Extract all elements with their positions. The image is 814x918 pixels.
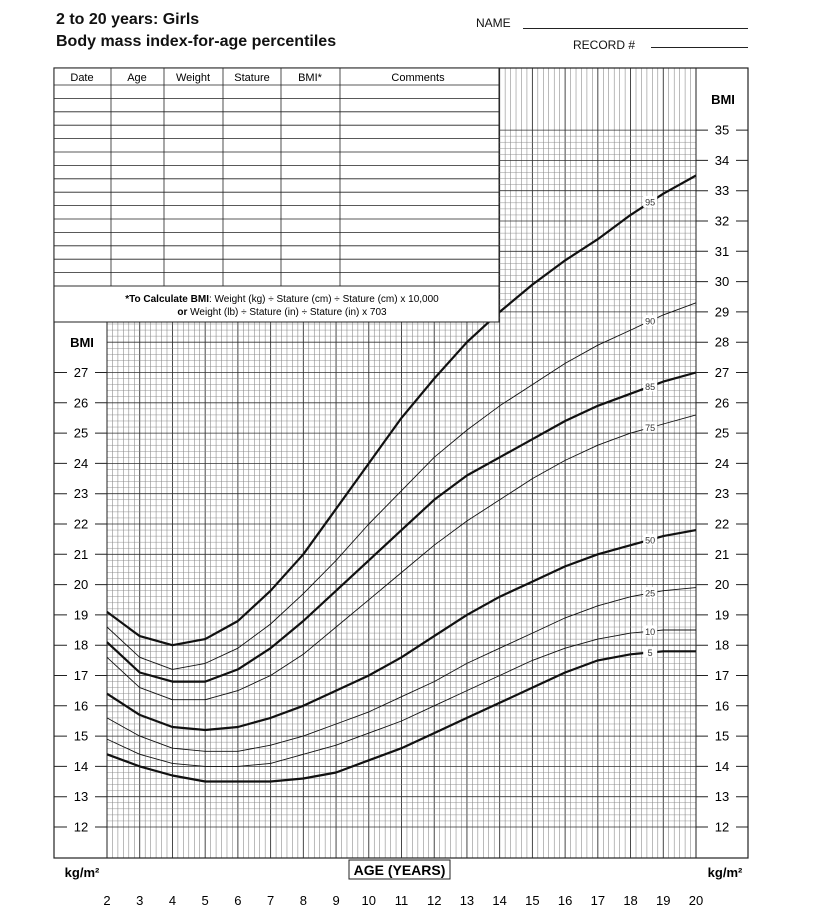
right-tick-label-26: 26 [714, 395, 730, 411]
left-tick-label-21: 21 [73, 546, 89, 562]
x-axis-title: AGE (YEARS) [353, 862, 446, 878]
formula-line1-bold: *To Calculate BMI [125, 294, 209, 305]
right-tick-label-33: 33 [714, 183, 730, 199]
x-tick-label-5: 5 [201, 893, 209, 908]
right-tick-label-25: 25 [714, 425, 730, 441]
name-label: NAME [476, 16, 511, 30]
x-tick-label-11: 11 [394, 893, 409, 908]
right-tick-label-32: 32 [714, 213, 730, 229]
left-tick-label-23: 23 [73, 486, 89, 502]
left-tick-label-17: 17 [73, 668, 89, 683]
right-tick-label-29: 29 [714, 304, 730, 320]
col-header-comments: Comments [391, 72, 445, 84]
x-tick-label-17: 17 [590, 893, 606, 908]
right-tick-label-14: 14 [714, 758, 730, 774]
left-tick-label-20: 20 [73, 577, 89, 593]
left-tick-label-25: 25 [73, 425, 89, 441]
x-tick-label-16: 16 [557, 893, 573, 908]
x-tick-label-8: 8 [299, 893, 307, 908]
col-header-weight: Weight [175, 72, 211, 84]
left-tick-label-14: 14 [73, 758, 89, 774]
formula-line2-bold: or [177, 307, 188, 318]
bmi-formula-line1 [125, 294, 439, 305]
left-tick-label-12: 12 [73, 819, 89, 835]
x-tick-label-14: 14 [492, 893, 507, 908]
right-tick-label-21: 21 [714, 546, 730, 562]
right-tick-label-23: 23 [714, 486, 730, 502]
right-tick-label-12: 12 [714, 819, 730, 835]
right-tick-label-18: 18 [714, 637, 730, 653]
record-number-label: RECORD # [573, 38, 636, 52]
right-tick-label-30: 30 [714, 274, 730, 290]
x-tick-label-18: 18 [623, 893, 638, 908]
right-tick-label-16: 16 [714, 698, 730, 714]
col-header-date: Date [70, 72, 94, 84]
x-tick-label-2: 2 [103, 893, 111, 908]
right-tick-label-31: 31 [714, 243, 730, 259]
left-tick-label-26: 26 [73, 395, 89, 411]
record-table-box [54, 68, 499, 322]
right-tick-label-17: 17 [714, 668, 730, 683]
percentile-label-p75: 75 [645, 423, 656, 434]
right-tick-label-20: 20 [714, 577, 730, 593]
x-tick-label-3: 3 [136, 893, 144, 908]
x-tick-label-9: 9 [332, 893, 340, 908]
left-tick-label-24: 24 [73, 455, 89, 471]
col-header-stature: Stature [234, 72, 270, 84]
right-tick-label-22: 22 [714, 516, 730, 532]
right-unit-label: kg/m² [707, 865, 743, 880]
record-table [54, 68, 499, 322]
left-tick-label-19: 19 [73, 607, 89, 623]
formula-line2-rest: Weight (lb) ÷ Stature (in) ÷ Stature (in) x 703 [187, 307, 387, 318]
right-tick-label-13: 13 [714, 789, 730, 805]
x-tick-label-6: 6 [234, 893, 242, 908]
right-tick-label-19: 19 [714, 607, 730, 623]
chart-title-line2: Body mass index-for-age percentiles [56, 33, 337, 50]
right-tick-label-15: 15 [714, 728, 730, 744]
bmi-formula-line2 [177, 307, 387, 318]
left-axis-title: BMI [70, 335, 94, 350]
right-tick-label-24: 24 [714, 455, 730, 471]
right-tick-label-27: 27 [714, 365, 730, 380]
x-tick-label-10: 10 [361, 893, 377, 908]
x-tick-label-12: 12 [426, 893, 442, 908]
x-tick-label-4: 4 [168, 893, 177, 908]
x-tick-label-20: 20 [688, 893, 704, 908]
percentile-label-p25: 25 [645, 588, 656, 599]
percentile-label-p50: 50 [645, 535, 656, 546]
percentile-label-p85: 85 [645, 381, 656, 392]
percentile-label-p10: 10 [645, 626, 656, 637]
right-tick-label-35: 35 [714, 122, 730, 138]
percentile-label-p95: 95 [645, 197, 656, 208]
percentile-label-p5: 5 [647, 647, 653, 658]
x-tick-label-13: 13 [459, 893, 475, 908]
left-tick-label-22: 22 [73, 516, 89, 532]
chart-title-line1: 2 to 20 years: Girls [56, 11, 200, 28]
x-tick-label-15: 15 [525, 893, 540, 908]
x-tick-label-19: 19 [656, 893, 671, 908]
left-tick-label-18: 18 [73, 637, 89, 653]
left-tick-label-13: 13 [73, 789, 89, 805]
right-tick-label-34: 34 [714, 152, 730, 168]
right-tick-label-28: 28 [714, 334, 730, 350]
col-header-age: Age [127, 72, 147, 84]
x-tick-label-7: 7 [266, 893, 275, 908]
left-tick-label-16: 16 [73, 698, 89, 714]
left-tick-label-27: 27 [73, 365, 89, 380]
left-tick-label-15: 15 [73, 728, 89, 744]
left-unit-label: kg/m² [64, 865, 100, 880]
percentile-label-p90: 90 [645, 316, 656, 327]
right-axis-title: BMI [711, 92, 735, 107]
formula-line1-rest: : Weight (kg) ÷ Stature (cm) ÷ Stature (cm) x 10,000 [208, 294, 439, 305]
col-header-bmi: BMI* [298, 72, 322, 84]
